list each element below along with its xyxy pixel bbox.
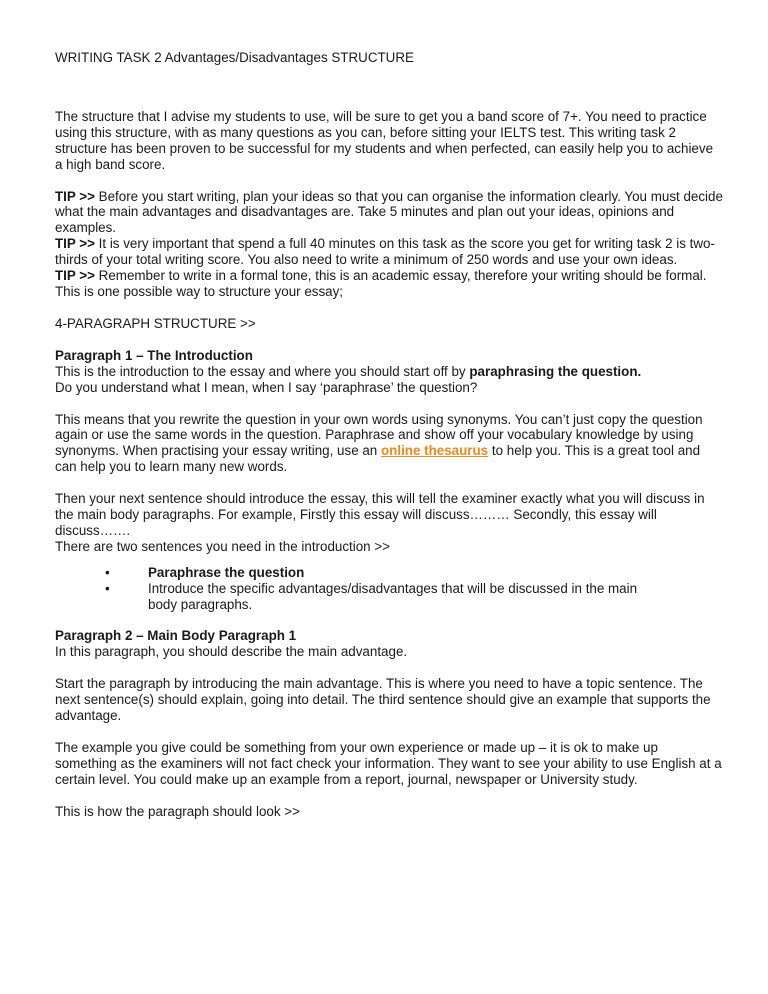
tip-2 <box>55 236 723 268</box>
spacer <box>55 788 723 804</box>
spacer <box>55 300 723 316</box>
paragraph-1-line-2: Do you understand what I mean, when I say ‘paraphrase’ the question? <box>55 379 478 395</box>
paragraph-2-line-1: In this paragraph, you should describe the main advantage. <box>55 644 408 660</box>
spacer <box>55 612 723 628</box>
introduction-sentence-explanation: Then your next sentence should introduce the essay, this will tell the examiner exactly what you will discuss in the main body paragraphs. For example, Firstly this essay will discuss……… Secondly, this essay will discuss……. <box>55 491 705 538</box>
spacer <box>55 555 723 565</box>
four-paragraph-heading: 4-PARAGRAPH STRUCTURE >> <box>55 315 256 331</box>
document-title: WRITING TASK 2 Advantages/Disadvantages STRUCTURE <box>55 50 414 65</box>
spacer <box>55 475 723 491</box>
spacer <box>55 724 723 740</box>
list-item: • Paraphrase the question <box>105 565 665 581</box>
introduction-bullet-list <box>105 565 665 613</box>
structure-intro: This is one possible way to structure your essay; <box>55 283 344 299</box>
two-sentences-note: There are two sentences you need in the introduction >> <box>55 538 390 554</box>
spacer <box>55 173 723 189</box>
tip-label: TIP >> <box>55 268 95 284</box>
topic-sentence-explanation: Start the paragraph by introducing the main advantage. This is where you need to have a topic sentence. The next sentence(s) should explain, going into detail. The third sentence should give an example that supports the advantage. <box>55 676 711 724</box>
tip-3 <box>55 268 723 284</box>
example-explanation: The example you give could be something from your own experience or made up – it is ok to make up something as the examiners will not fact check your information. They want to see your ability to use English at a certain level. You could make up an example from a report, journal, newspaper or University study. <box>55 740 722 787</box>
tip-text: Remember to write in a formal tone, this is an academic essay, therefore your writing should be formal. <box>94 268 707 284</box>
intro-paragraph: The structure that I advise my students to use, will be sure to get you a band score of 7+. You need to practice using this structure, with as many questions as you can, before sitting your IELTS test. This writing task 2 structure has been proven to be successful for my students and when perfected, can easily help you to achieve a high band score. <box>55 108 714 172</box>
tip-label: TIP >> <box>55 188 95 204</box>
document-page <box>55 50 723 820</box>
spacer <box>55 396 723 412</box>
paragraph-1-heading: Paragraph 1 – The Introduction <box>55 347 253 363</box>
spacer <box>55 332 723 348</box>
list-item: • Introduce the specific advantages/disadvantages that will be discussed in the main body paragraphs. <box>105 581 665 613</box>
tip-1 <box>55 189 723 237</box>
paragraph-look-note: This is how the paragraph should look >> <box>55 803 300 819</box>
online-thesaurus-link[interactable]: online thesaurus <box>380 443 489 459</box>
paraphrase-explanation: This means that you rewrite the question in your own words using synonyms. You can’t just copy the question again or use the same words in the question. Paraphrase and show off your vocabulary knowledge by using synonyms. When practising your essay writing, use an online thesaurus to help you. This is a great tool and can help you to learn many new words. <box>55 411 703 475</box>
spacer <box>55 660 723 676</box>
tip-text: Before you start writing, plan your ideas so that you can organise the information clearly. You must decide what the main advantages and disadvantages are. Take 5 minutes and plan out your ideas, opinions and examples. <box>55 188 723 236</box>
paragraph-1-line-1: This is the introduction to the essay and where you should start off by paraphrasing the question. <box>55 363 642 379</box>
tip-label: TIP >> <box>55 236 95 252</box>
paragraph-2-heading: Paragraph 2 – Main Body Paragraph 1 <box>55 628 297 644</box>
tip-text: It is very important that spend a full 40 minutes on this task as the score you get for writing task 2 is two-thirds of your total writing score. You also need to write a minimum of 250 words and use your own ideas. <box>55 236 715 268</box>
